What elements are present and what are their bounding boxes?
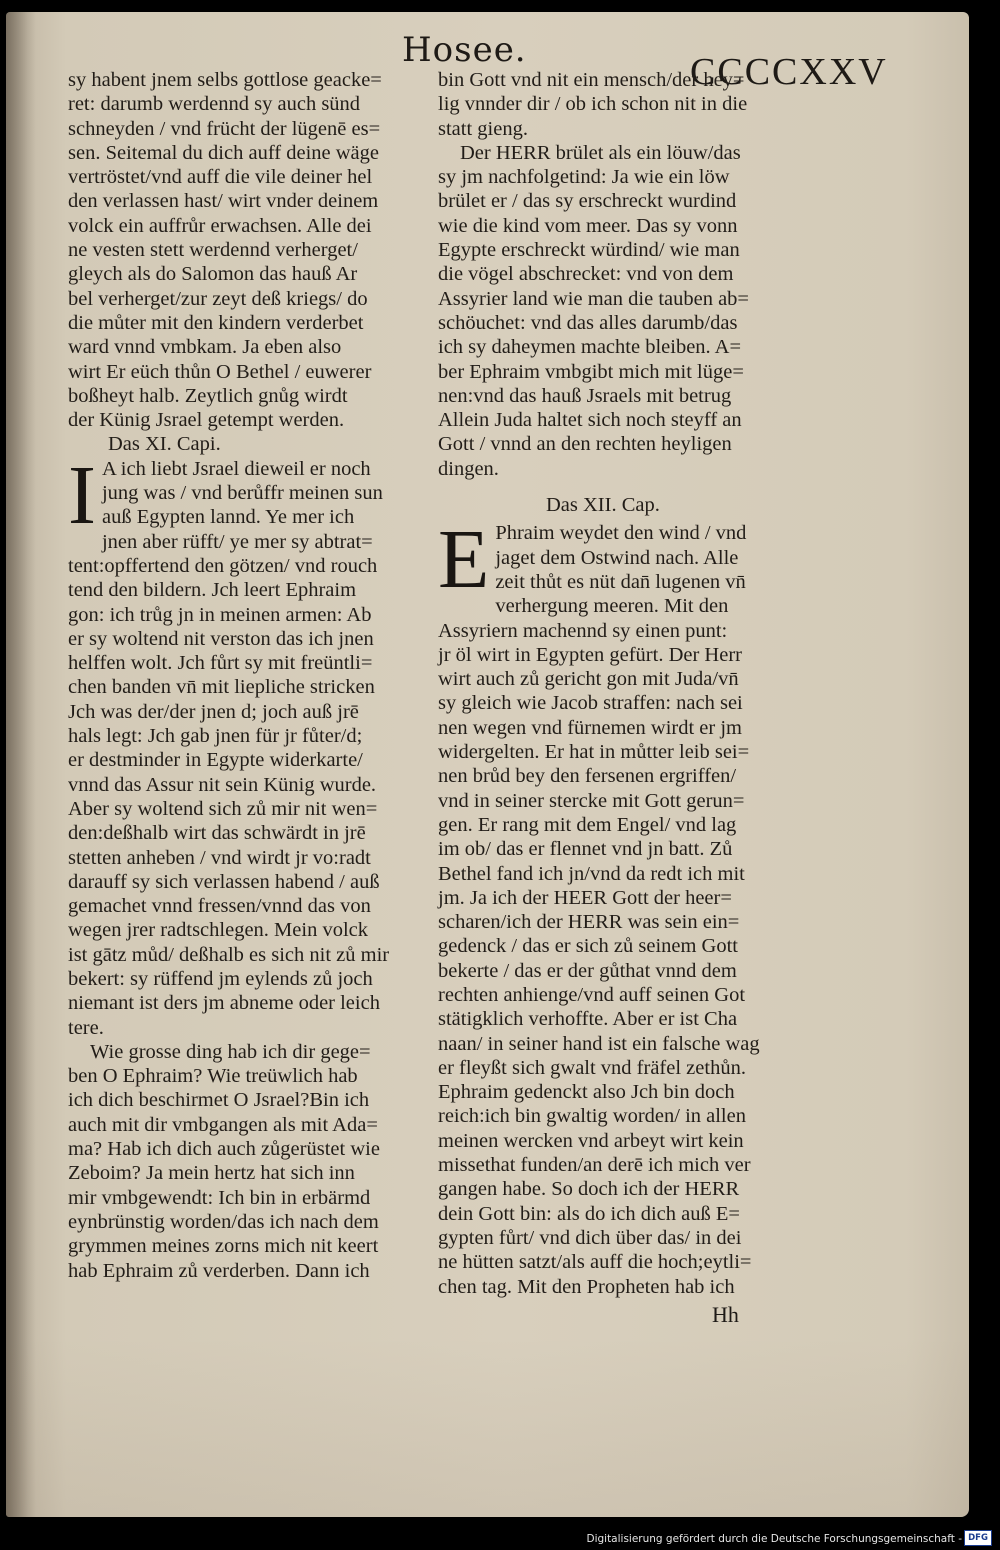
text-line: sy gleich wie Jacob straffen: nach sei — [438, 692, 743, 715]
text-line: widergelten. Er hat in můtter leib sei= — [438, 741, 750, 764]
running-head: Hosee. — [402, 30, 527, 70]
right-lines-after — [438, 619, 830, 1299]
right-dropcap-lines — [438, 513, 830, 618]
text-line: boßheyt halb. Zeytlich gnůg wirdt — [68, 384, 348, 407]
text-line: scharen/ich der HERR was sein ein= — [438, 911, 740, 934]
catchword-signature: Hh — [712, 1302, 739, 1327]
text-line: gon: ich trůg jn in meinen armen: Ab — [68, 603, 372, 626]
text-line: chen tag. Mit den Propheten hab ich — [438, 1275, 735, 1298]
left-indent-line: Wie grosse ding hab ich dir gege= — [90, 1040, 371, 1063]
text-line: Bethel fand ich jn/vnd da redt ich mit — [438, 862, 745, 885]
left-lines-after — [68, 554, 440, 1040]
text-line: gen. Er rang mit dem Engel/ vnd lag — [438, 813, 737, 836]
text-line: darauff sy sich verlassen habend / auß — [68, 870, 380, 893]
text-line: stätigklich verhoffte. Aber er ist Cha — [438, 1008, 738, 1031]
text-line: der Künig Jsrael getempt werden. — [68, 409, 345, 432]
right-indent-line: Der HERR brület als ein löuw/das — [460, 141, 741, 164]
text-line: mir vmbgewendt: Ich bin in erbärmd — [68, 1186, 371, 1209]
text-line: zeit thůt es nüt dan̄ lugenen vn̄ — [495, 570, 746, 593]
text-line: A ich liebt Jsrael dieweil er noch — [101, 457, 371, 480]
text-line: schöuchet: vnd das alles darumb/das — [438, 311, 738, 334]
text-line: missethat funden/an derē ich mich ver — [438, 1154, 751, 1177]
text-line: bekerte / das er der gůthat vnnd dem — [438, 959, 737, 982]
text-line: jaget dem Ostwind nach. Alle — [495, 546, 739, 569]
text-line: wegen jrer radtschlegen. Mein volck — [68, 919, 368, 942]
text-line: Egypte erschreckt würdind/ wie man — [438, 239, 740, 262]
left-text-column — [68, 68, 440, 1283]
text-line: Allein Juda haltet sich noch steyff an — [438, 409, 742, 432]
right-text-column — [438, 68, 830, 1299]
text-line: Jch was der/der jnen d; joch auß jrē — [68, 700, 359, 723]
text-line: bekert: sy rüffend jm eylends zů joch — [68, 967, 373, 990]
text-line: Assyriern machennd sy einen punt: — [438, 619, 728, 642]
text-line: jnen aber rüfft/ ye mer sy abtrat= — [101, 530, 373, 553]
text-line: ret: darumb werdennd sy auch sünd — [68, 93, 361, 116]
left-dropcap-block — [68, 448, 440, 554]
text-line: tere. — [68, 1016, 104, 1039]
text-line: grymmen meines zorns mich nit keert — [68, 1235, 379, 1258]
text-line: verhergung meeren. Mit den — [495, 595, 729, 618]
text-line: ist gātz můd/ deßhalb es sich nit zů mir — [68, 943, 390, 966]
text-line: gedenck / das er sich zů seinem Gott — [438, 935, 739, 958]
left-dropcap-lines — [68, 448, 440, 554]
text-line: vnd in seiner stercke mit Gott gerun= — [438, 789, 745, 812]
text-line: sy habent jnem selbs gottlose geacke= — [68, 69, 382, 91]
text-line: stetten anheben / vnd wirdt jr vo:radt — [68, 846, 371, 869]
spine-shadow — [6, 12, 36, 1517]
text-line: lig vnnder dir / ob ich schon nit in die — [438, 93, 748, 116]
book-page — [6, 12, 969, 1517]
text-line: ben O Ephraim? Wie treüwlich hab — [68, 1065, 358, 1088]
text-line: jr öl wirt in Egypten gefürt. Der Herr — [438, 643, 742, 666]
text-line: er fleyßt sich gwalt vnd fräfel zethůn. — [438, 1056, 746, 1079]
text-line: wie die kind vom meer. Das sy vonn — [438, 214, 738, 237]
text-line: nen:vnd das hauß Jsraels mit betrug — [438, 384, 732, 407]
text-line: Ephraim gedenckt also Jch bin doch — [438, 1081, 735, 1104]
text-line: schneyden / vnd frücht der lügenē es= — [68, 117, 381, 140]
text-line: ich sy daheymen machte bleiben. A= — [438, 336, 742, 359]
text-line: volck ein auffrůr erwachsen. Alle dei — [68, 214, 372, 237]
text-line: dein Gott bin: als do ich dich auß E= — [438, 1202, 740, 1225]
text-line: wirt Er eüch thůn O Bethel / euwerer — [68, 360, 372, 383]
text-line: gangen habe. So doch ich der HERR — [438, 1178, 740, 1201]
text-line: jung was / vnd berůffr meinen sun — [101, 482, 383, 505]
text-line: rechten anhienge/vnd auff seinen Got — [438, 983, 746, 1006]
text-line: ich dich beschirmet O Jsrael?Bin ich — [68, 1089, 370, 1112]
text-line: gemachet vnnd fressen/vnnd das von — [68, 895, 371, 918]
text-line: reich:ich bin gwaltig worden/ in allen — [438, 1105, 746, 1128]
dropcap-i: I — [68, 448, 96, 542]
folio-number: CCCCXXV — [690, 51, 888, 93]
text-line: gypten fůrt/ vnd dich über das/ in dei — [438, 1226, 742, 1249]
text-line: dingen. — [438, 457, 499, 480]
text-line: ward vnnd vmbkam. Ja eben also — [68, 336, 342, 359]
text-line: wirt auch zů gericht gon mit Juda/vn̄ — [438, 668, 739, 691]
text-line: helffen wolt. Jch fůrt sy mit freüntli= — [68, 652, 373, 675]
text-line: naan/ in seiner hand ist ein falsche wag — [438, 1032, 760, 1055]
text-line: jm. Ja ich der HEER Gott der heer= — [438, 886, 732, 909]
text-line: die můter mit den kindern verderbet — [68, 311, 364, 334]
text-line: sy jm nachfolgetind: Ja wie ein löw — [438, 166, 730, 189]
text-line: die vögel abschrecket: vnd von dem — [438, 263, 734, 286]
text-line: bel verherget/zur zeyt deß kriegs/ do — [68, 287, 368, 310]
text-line: gleych als do Salomon das hauß Ar — [68, 263, 358, 286]
text-line: im ob/ das er flennet vnd jn batt. Zů — [438, 838, 733, 861]
text-line: auch mit dir vmbgangen als mit Ada= — [68, 1113, 378, 1136]
dropcap-e: E — [438, 513, 490, 607]
text-line: nen wegen vnd fürnemen wirdt er jm — [438, 716, 742, 739]
text-line: tent:opffertend den götzen/ vnd rouch — [68, 554, 378, 577]
text-line: vertröstet/vnd auff die vile deiner hel — [68, 166, 373, 189]
text-line: Zeboim? Ja mein hertz hat sich inn — [68, 1162, 355, 1185]
text-line: er destminder in Egypte widerkarte/ — [68, 749, 363, 772]
text-line: sen. Seitemal du dich auff deine wäge — [68, 141, 380, 164]
text-line: auß Egypten lannd. Ye mer ich — [101, 506, 355, 529]
digitization-credit: Digitalisierung gefördert durch die Deutsche Forschungsgemeinschaft - — [586, 1533, 962, 1545]
text-line: chen banden vn̄ mit liepliche stricken — [68, 676, 375, 699]
text-line: eynbrünstig worden/das ich nach dem — [68, 1210, 379, 1233]
text-line: hab Ephraim zů verderben. Dann ich — [68, 1259, 370, 1282]
left-lines-end — [68, 1064, 440, 1283]
text-line: Phraim weydet den wind / vnd — [495, 522, 747, 545]
right-dropcap-block — [438, 513, 830, 618]
text-line: tend den bildern. Jch leert Ephraim — [68, 579, 357, 602]
text-line: hals legt: Jch gab jnen für jr fůter/d; — [68, 725, 363, 748]
text-line: niemant ist ders jm abneme oder leich — [68, 992, 380, 1015]
text-line: nen brůd bey den fersenen ergriffen/ — [438, 765, 737, 788]
chapter-heading-xii: Das XII. Cap. — [546, 494, 660, 517]
text-line: ber Ephraim vmbgibt mich mit lüge= — [438, 360, 744, 383]
text-line: brület er / das sy erschreckt wurdind — [438, 190, 737, 213]
text-line: den:deßhalb wirt das schwärdt in jrē — [68, 822, 366, 845]
text-line: ma? Hab ich dich auch zůgerüstet wie — [68, 1138, 380, 1161]
text-line: ne hütten satzt/als auff die hoch;eytli= — [438, 1251, 752, 1274]
right-lines-mid — [438, 165, 830, 481]
text-line: Aber sy woltend sich zů mir nit wen= — [68, 797, 378, 820]
text-line: den verlassen hast/ wirt vnder deinem — [68, 190, 379, 213]
chapter-heading-xi: Das XI. Capi. — [108, 433, 221, 456]
text-line: bin Gott vnd nit ein mensch/der hey= — [438, 69, 745, 91]
text-line: vnnd das Assur nit sein Künig wurde. — [68, 773, 377, 796]
text-line: meinen wercken vnd arbeyt wirt kein — [438, 1129, 744, 1152]
right-lines-top — [438, 68, 830, 141]
text-line: Gott / vnnd an den rechten heyligen — [438, 433, 732, 456]
text-line: Assyrier land wie man die tauben ab= — [438, 287, 749, 310]
text-line: er sy woltend nit verston das ich jnen — [68, 627, 374, 650]
dfg-logo: DFG — [964, 1530, 992, 1546]
text-line: statt gieng. — [438, 117, 528, 140]
text-line: ne vesten stett werdennd verherget/ — [68, 239, 358, 262]
left-lines-top — [68, 68, 440, 432]
